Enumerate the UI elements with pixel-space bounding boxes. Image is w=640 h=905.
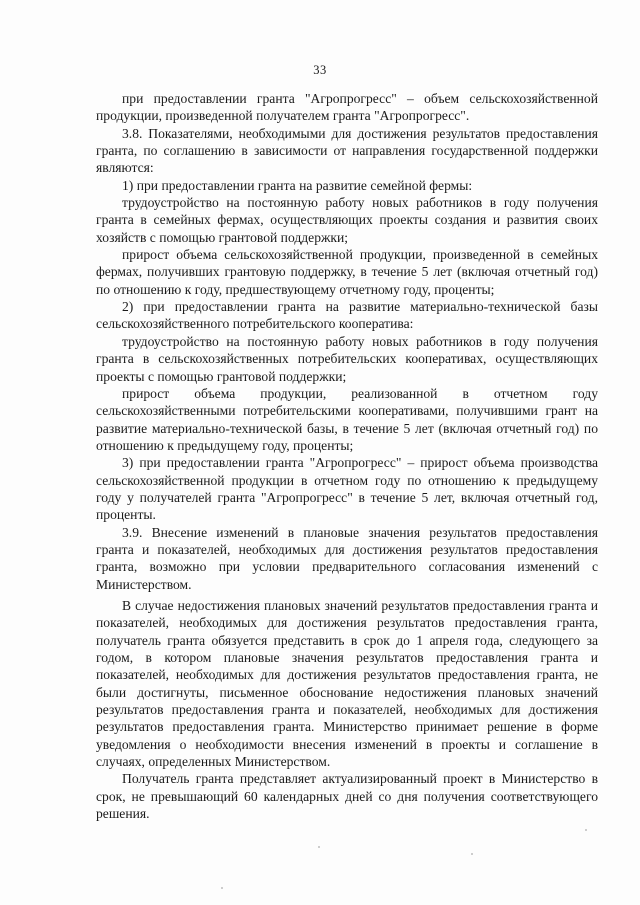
paragraph-agroprogress-growth: 3) при предоставлении гранта "Агропрогресс" – прирост объема производства сельскохозяйственной продукции в отчетном году по отношению к предыдущему году у получателей гранта "Агропрогресс" в течение 5 лет, включая отчетный год, проценты. [96, 455, 598, 523]
paragraph-agroprogress-volume: при предоставлении гранта "Агропрогресс" – объем сельскохозяйственной продукции, произведенной получателем гранта "Агропрогресс". [96, 91, 598, 124]
scan-speck [221, 887, 223, 889]
paragraph-cooperative-growth: прирост объема продукции, реализованной в отчетном году сельскохозяйственными потребительскими кооперативами, получившими грант на развитие материально-технической базы, в течение 5 лет (включая отчетный год) по отношению к предыдущему году, проценты; [96, 385, 598, 453]
paragraph-family-farm-employment: трудоустройство на постоянную работу новых работников в году получения гранта в семейных фермах, осуществляющих проекты создания и развития своих хозяйств с помощью грантовой поддержки; [96, 195, 598, 245]
page-number: 33 [313, 63, 327, 77]
paragraph-3-9-changes: 3.9. Внесение изменений в плановые значения результатов предоставления гранта и показателей, необходимых для достижения результатов предоставления гранта, возможно при условии предварительного согласования изменений с Министерством. [96, 524, 598, 592]
paragraph-family-farm-growth: прирост объема сельскохозяйственной продукции, произведенной в семейных фермах, получивших грантовую поддержку, в течение 5 лет (включая отчетный год) по отношению к году, предшествующему отчетному году, проценты; [96, 247, 598, 297]
scan-speck [471, 853, 473, 855]
paragraph-cooperative-employment: трудоустройство на постоянную работу новых работников в году получения гранта в сельскохозяйственных потребительских кооперативах, осуществляющих проекты с помощью грантовой поддержки; [96, 333, 598, 384]
paragraph-cooperative-heading: 2) при предоставлении гранта на развитие материально-технической базы сельскохозяйственного потребительского кооператива: [96, 299, 598, 332]
scan-speck [318, 846, 320, 848]
paragraph-3-8-indicators: 3.8. Показателями, необходимыми для достижения результатов предоставления гранта, по соглашению в зависимости от направления государственной поддержки являются: [96, 125, 598, 176]
paragraph-non-achievement: В случае недостижения плановых значений результатов предоставления гранта и показателей, необходимых для достижения результатов предоставления гранта, получатель гранта обязуется представить в срок до 1 апреля года, следующего за годом, в котором плановые значения результатов предоставления гранта и показателей, необходимых для достижения результатов предоставления гранта, не были достигнуты, письменное обоснование недостижения плановых значений результатов предоставления гранта и показателей, необходимых для достижения результатов предоставления гранта. Министерство принимает решение в форме уведомления о необходимости внесения изменений в проекты и соглашение в случаях, определенных Министерством. [96, 597, 598, 770]
paragraph-updated-project: Получатель гранта представляет актуализированный проект в Министерство в срок, не превышающий 60 календарных дней со дня получения соответствующего решения. [96, 771, 598, 822]
document-body [96, 90, 598, 822]
paragraph-family-farm-heading: 1) при предоставлении гранта на развитие семейной фермы: [122, 177, 473, 193]
scan-speck [585, 829, 587, 831]
